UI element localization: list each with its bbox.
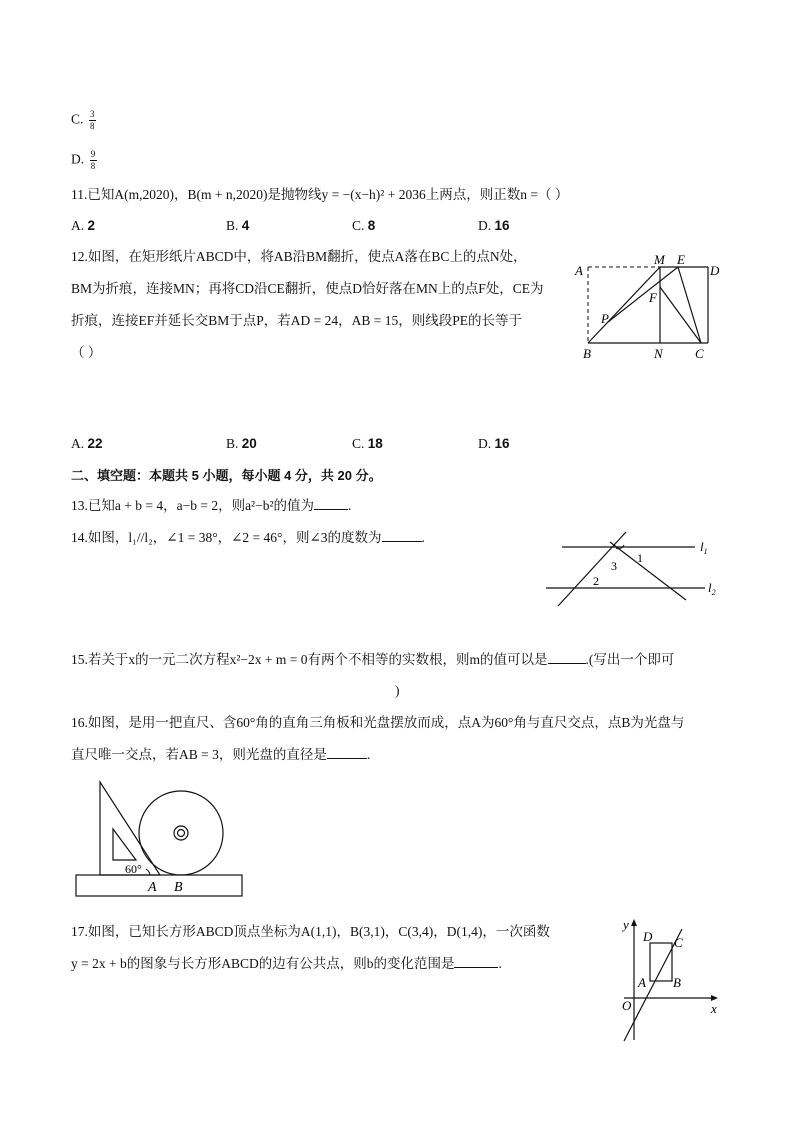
angle-60-label: 60°	[125, 862, 142, 876]
q17-figure	[610, 915, 730, 1045]
label-p: P	[601, 311, 609, 326]
q12-option-d: D. 16	[478, 436, 510, 451]
numerator: 3	[90, 109, 95, 119]
label-f: F	[649, 290, 657, 305]
answer-blank[interactable]	[327, 746, 367, 759]
denominator: 8	[90, 161, 96, 171]
label-c: C	[695, 346, 704, 361]
label-n: N	[654, 346, 663, 361]
fraction	[90, 150, 97, 171]
fraction	[89, 110, 96, 131]
q12-option-a: A. 22	[71, 436, 103, 451]
q16-figure	[70, 778, 250, 900]
q11-text: 11.已知A(m,2020)，B(m + n,2020)是抛物线y = −(x−h)² + 2036上两点，则正数n =（ ）	[71, 187, 569, 202]
numerator: 9	[90, 149, 96, 159]
label-c: C	[674, 935, 683, 950]
q12-line3: 折痕，连接EF并延长交BM于点P，若AD = 24，AB = 15，则线段PE的长等于	[71, 313, 523, 328]
label-a: A	[638, 975, 646, 990]
option-label: C.	[71, 111, 84, 127]
origin-label: O	[622, 998, 632, 1013]
denominator: 8	[90, 121, 95, 131]
q11-option-a: A. 2	[71, 218, 96, 233]
answer-blank[interactable]	[382, 529, 422, 542]
q15-line2: )	[395, 683, 400, 698]
q15-text: 15.若关于x的一元二次方程x²−2x + m = 0有两个不相等的实数根，则m的值可以是 .(写出一个即可	[71, 652, 675, 667]
q14-text: 14.如图，l₁//l₂，∠1 = 38°，∠2 = 46°，则∠3的度数为 .	[71, 530, 425, 545]
q12-option-c: C. 18	[352, 436, 383, 451]
angle-3-label: 3	[611, 559, 617, 573]
label-e: E	[677, 252, 685, 267]
label-d: D	[643, 929, 653, 944]
q11-option-b: B. 4	[226, 218, 250, 233]
answer-blank[interactable]	[454, 955, 498, 968]
q11-option-c: C. 8	[352, 218, 376, 233]
label-a: A	[148, 880, 157, 895]
label-b: B	[174, 880, 183, 895]
q12-line1: 12.如图，在矩形纸片ABCD中，将AB沿BM翻折，使点A落在BC上的点N处，	[71, 249, 527, 264]
label-m: M	[654, 252, 665, 267]
label-a: A	[575, 263, 583, 278]
q12-line2: BM为折痕，连接MN；再将CD沿CE翻折，使点D恰好落在MN上的点F处，CE为	[71, 281, 544, 296]
q17-line1: 17.如图，已知长方形ABCD顶点坐标为A(1,1)，B(3,1)，C(3,4)，D(1,4)，一次函数	[71, 924, 550, 939]
q16-line2: 直尺唯一交点，若AB = 3，则光盘的直径是 .	[71, 747, 371, 762]
angle-1-label: 1	[637, 551, 643, 565]
q14-figure	[540, 528, 730, 608]
axis-x-label: x	[711, 1001, 717, 1016]
answer-blank[interactable]	[314, 497, 348, 510]
line-l2-label: $l_2$	[708, 580, 716, 597]
q12-figure	[570, 250, 730, 365]
q10-option-d	[71, 150, 97, 171]
q10-option-c	[71, 110, 96, 131]
q13-text: 13.已知a + b = 4，a−b = 2，则a²−b²的值为 .	[71, 498, 352, 513]
q12-option-b: B. 20	[226, 436, 257, 451]
section-heading: 二、填空题：本题共 5 小题，每小题 4 分，共 20 分。	[71, 468, 382, 483]
q12-line4: （ ）	[71, 345, 102, 360]
answer-blank[interactable]	[548, 651, 586, 664]
angle-2-label: 2	[593, 574, 599, 588]
label-b: B	[673, 975, 681, 990]
q16-line1: 16.如图，是用一把直尺、含60°角的直角三角板和光盘摆放而成，点A为60°角与直尺交点，点B为光盘与	[71, 715, 685, 730]
q17-line2: y = 2x + b的图象与长方形ABCD的边有公共点，则b的变化范围是 .	[71, 956, 502, 971]
line-l1-label: $l_1$	[700, 539, 708, 556]
q11-option-d: D. 16	[478, 218, 510, 233]
axis-y-label: y	[623, 917, 629, 932]
label-b: B	[583, 346, 591, 361]
label-d: D	[710, 263, 720, 278]
option-label: D.	[71, 151, 85, 167]
